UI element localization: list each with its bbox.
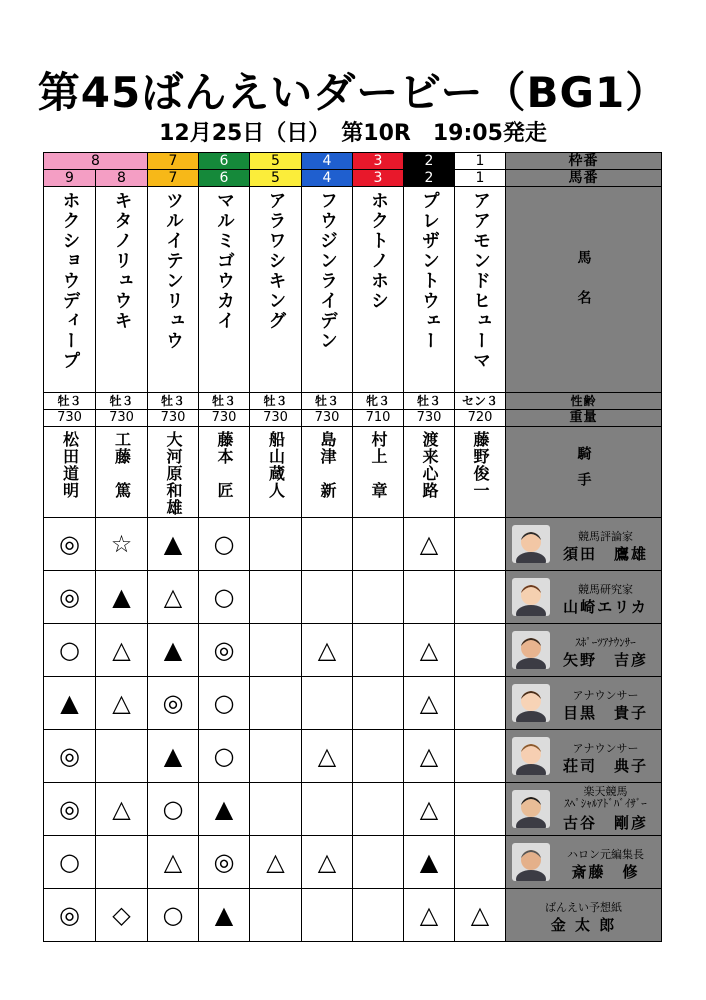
prediction-mark: [353, 624, 404, 677]
prediction-mark: ▲: [404, 836, 455, 889]
prediction-mark: △: [96, 677, 148, 730]
prediction-mark: △: [250, 836, 302, 889]
burden-weight: 710: [353, 410, 404, 427]
prediction-mark: △: [148, 571, 199, 624]
prediction-mark: [353, 730, 404, 783]
prediction-mark: ◇: [96, 889, 148, 942]
prediction-mark: [455, 677, 506, 730]
prediction-mark: △: [404, 624, 455, 677]
prediction-mark: [455, 518, 506, 571]
waku-number: 7: [148, 153, 199, 170]
horse-name: プレザントウェー: [419, 191, 440, 351]
horse-number: 6: [199, 170, 250, 187]
avatar: [512, 578, 550, 616]
jockey-cell: [250, 427, 302, 518]
horse-number: 5: [250, 170, 302, 187]
sex-age: 牡３: [96, 393, 148, 410]
predictor-name: 矢野 吉彦: [562, 651, 648, 669]
waku-number: 5: [250, 153, 302, 170]
sex-age-row: [44, 393, 662, 410]
waku-number: 6: [199, 153, 250, 170]
prediction-mark: △: [404, 783, 455, 836]
waku-number: 3: [353, 153, 404, 170]
label-weight: 重量: [506, 410, 662, 427]
predictor-name: 荘司 典子: [562, 757, 648, 775]
prediction-mark: ☆: [96, 518, 148, 571]
predictor-cell: [506, 677, 662, 730]
sex-age: 牡３: [44, 393, 96, 410]
jockey-name: 島津 新: [318, 431, 337, 499]
jockey-name: 松田道明: [60, 431, 80, 499]
prediction-mark: ◎: [44, 571, 96, 624]
waku-number: 1: [455, 153, 506, 170]
horse-name-cell: [455, 187, 506, 393]
predictor-title: 競馬研究家: [578, 583, 633, 596]
weight-row: [44, 410, 662, 427]
sex-age: 牡３: [199, 393, 250, 410]
horse-name-cell: [250, 187, 302, 393]
prediction-mark: ◎: [44, 889, 96, 942]
waku-number: 4: [302, 153, 353, 170]
prediction-row: [44, 624, 662, 677]
prediction-mark: [96, 836, 148, 889]
prediction-mark: ▲: [148, 518, 199, 571]
prediction-mark: △: [404, 677, 455, 730]
prediction-row: [44, 783, 662, 836]
predictor-cell: [506, 783, 662, 836]
prediction-row: [44, 518, 662, 571]
prediction-mark: △: [96, 624, 148, 677]
prediction-mark: △: [96, 783, 148, 836]
avatar: [512, 684, 550, 722]
jockey-cell: [353, 427, 404, 518]
horse-number: 8: [96, 170, 148, 187]
horse-number: 3: [353, 170, 404, 187]
predictor-cell: [506, 624, 662, 677]
avatar: [512, 525, 550, 563]
predictor-name: 目黒 貴子: [562, 704, 648, 722]
jockey-cell: [96, 427, 148, 518]
jockey-cell: [44, 427, 96, 518]
burden-weight: 730: [199, 410, 250, 427]
prediction-row: [44, 836, 662, 889]
prediction-mark: ○: [199, 677, 250, 730]
jockey-name: 藤野俊一: [471, 431, 490, 499]
horse-name-row: [44, 187, 662, 393]
label-umaban: 馬番: [506, 170, 662, 187]
sex-age: 牡３: [148, 393, 199, 410]
prediction-mark: [250, 624, 302, 677]
prediction-mark: △: [148, 836, 199, 889]
prediction-mark: ▲: [96, 571, 148, 624]
burden-weight: 730: [96, 410, 148, 427]
jockey-name: 工藤 篤: [112, 431, 132, 499]
page-title: 第45ばんえいダービー（BG1）: [37, 68, 669, 117]
horse-name-cell: [199, 187, 250, 393]
prediction-mark: △: [404, 518, 455, 571]
prediction-mark: △: [302, 730, 353, 783]
jockey-name: 藤本 匠: [215, 431, 234, 499]
prediction-mark: [353, 783, 404, 836]
horse-number: 7: [148, 170, 199, 187]
predictor-title: ばんえい予想紙: [545, 901, 622, 914]
predictor-name: 山崎エリカ: [563, 598, 648, 616]
prediction-mark: ◎: [44, 783, 96, 836]
prediction-mark: [302, 518, 353, 571]
predictor-name: 金 太 郎: [550, 916, 617, 934]
prediction-mark: ○: [199, 571, 250, 624]
horse-name: ホクショウディープ: [59, 191, 81, 371]
prediction-mark: △: [302, 624, 353, 677]
horse-name-cell: [148, 187, 199, 393]
jockey-row: [44, 427, 662, 518]
prediction-mark: [353, 518, 404, 571]
jockey-cell: [199, 427, 250, 518]
label-waku: 枠番: [506, 153, 662, 170]
prediction-mark: ○: [199, 730, 250, 783]
race-table: [43, 152, 662, 942]
horse-name-cell: [44, 187, 96, 393]
prediction-mark: [96, 730, 148, 783]
prediction-mark: ◎: [44, 730, 96, 783]
predictor-title: アナウンサー: [572, 689, 639, 702]
race-info: 12月25日（日） 第10R 19:05発走: [159, 121, 547, 146]
predictor-name: 古谷 剛彦: [562, 814, 648, 832]
prediction-mark: [353, 836, 404, 889]
sex-age: 牡３: [302, 393, 353, 410]
prediction-row: [44, 571, 662, 624]
jockey-cell: [404, 427, 455, 518]
prediction-mark: [250, 677, 302, 730]
horse-number: 1: [455, 170, 506, 187]
burden-weight: 730: [44, 410, 96, 427]
horse-name: アラワシキング: [265, 191, 287, 331]
predictor-name: 須田 鷹雄: [562, 545, 648, 563]
prediction-mark: ○: [44, 836, 96, 889]
prediction-mark: △: [404, 730, 455, 783]
predictor-cell: [506, 889, 662, 942]
label-jockey: 騎手: [575, 446, 592, 498]
label-horse: 馬名: [575, 249, 592, 330]
prediction-mark: ▲: [44, 677, 96, 730]
burden-weight: 730: [302, 410, 353, 427]
prediction-mark: [250, 518, 302, 571]
avatar: [512, 737, 550, 775]
prediction-mark: ▲: [199, 783, 250, 836]
horse-name: フウジンライデン: [317, 191, 338, 351]
predictor-title: ｽﾎﾟｰﾂｱﾅｳﾝｻｰ: [575, 636, 636, 649]
umaban-row: [44, 170, 662, 187]
jockey-name: 船山蔵人: [266, 431, 286, 499]
sex-age: 牝３: [353, 393, 404, 410]
horse-number: 9: [44, 170, 96, 187]
waku-number: 8: [44, 153, 148, 170]
horse-name: ツルイテンリュウ: [163, 191, 184, 351]
predictor-name: 斎藤 修: [571, 863, 640, 881]
prediction-mark: [353, 677, 404, 730]
jockey-name: 大河原和雄: [164, 431, 183, 516]
predictor-title: アナウンサー: [572, 742, 639, 755]
prediction-mark: [455, 571, 506, 624]
prediction-mark: ○: [148, 783, 199, 836]
avatar: [512, 631, 550, 669]
waku-row: [44, 153, 662, 170]
burden-weight: 720: [455, 410, 506, 427]
sex-age: 牡３: [404, 393, 455, 410]
prediction-mark: ○: [199, 518, 250, 571]
horse-name: アアモンドヒューマ: [470, 191, 491, 371]
horse-name-cell: [302, 187, 353, 393]
prediction-mark: [302, 783, 353, 836]
predictor-title: 楽天競馬 ｽﾍﾟｼｬﾙｱﾄﾞﾊﾞｲｻﾞｰ: [564, 785, 647, 810]
prediction-mark: [302, 677, 353, 730]
predictor-cell: [506, 730, 662, 783]
jockey-cell: [455, 427, 506, 518]
prediction-mark: ◎: [148, 677, 199, 730]
prediction-mark: [353, 571, 404, 624]
prediction-mark: [455, 624, 506, 677]
predictor-title: ハロン元編集長: [567, 848, 644, 861]
prediction-mark: △: [455, 889, 506, 942]
horse-number: 4: [302, 170, 353, 187]
horse-name: ホクトノホシ: [368, 191, 389, 311]
horse-name: マルミゴウカイ: [214, 191, 235, 331]
jockey-name: 村上 章: [369, 431, 388, 499]
horse-number: 2: [404, 170, 455, 187]
prediction-mark: ▲: [199, 889, 250, 942]
waku-number: 2: [404, 153, 455, 170]
horse-name: キタノリュウキ: [111, 191, 133, 331]
horse-name-cell: [96, 187, 148, 393]
burden-weight: 730: [148, 410, 199, 427]
prediction-mark: [455, 730, 506, 783]
prediction-row: [44, 677, 662, 730]
predictor-cell: [506, 836, 662, 889]
prediction-mark: ◎: [199, 836, 250, 889]
horse-name-cell: [404, 187, 455, 393]
prediction-mark: [250, 783, 302, 836]
prediction-row: [44, 889, 662, 942]
horse-name-cell: [353, 187, 404, 393]
prediction-mark: ▲: [148, 624, 199, 677]
label-horse-cell: [506, 187, 662, 393]
sex-age: 牡３: [250, 393, 302, 410]
label-jockey-cell: [506, 427, 662, 518]
jockey-cell: [148, 427, 199, 518]
predictor-title: 競馬評論家: [578, 530, 633, 543]
jockey-cell: [302, 427, 353, 518]
prediction-mark: [250, 889, 302, 942]
prediction-mark: [353, 889, 404, 942]
prediction-mark: [455, 836, 506, 889]
prediction-mark: [302, 571, 353, 624]
label-sex-age: 性齢: [506, 393, 662, 410]
sex-age: セン３: [455, 393, 506, 410]
prediction-mark: ◎: [199, 624, 250, 677]
predictor-cell: [506, 518, 662, 571]
prediction-mark: [302, 889, 353, 942]
jockey-name: 渡来心路: [420, 431, 439, 499]
prediction-mark: △: [404, 889, 455, 942]
prediction-mark: ○: [148, 889, 199, 942]
prediction-mark: [455, 783, 506, 836]
prediction-mark: △: [302, 836, 353, 889]
avatar: [512, 843, 550, 881]
burden-weight: 730: [250, 410, 302, 427]
prediction-mark: ▲: [148, 730, 199, 783]
prediction-mark: [250, 571, 302, 624]
prediction-mark: ◎: [44, 518, 96, 571]
burden-weight: 730: [404, 410, 455, 427]
avatar: [512, 790, 550, 828]
prediction-row: [44, 730, 662, 783]
prediction-mark: [404, 571, 455, 624]
prediction-mark: ○: [44, 624, 96, 677]
predictor-cell: [506, 571, 662, 624]
prediction-mark: [250, 730, 302, 783]
